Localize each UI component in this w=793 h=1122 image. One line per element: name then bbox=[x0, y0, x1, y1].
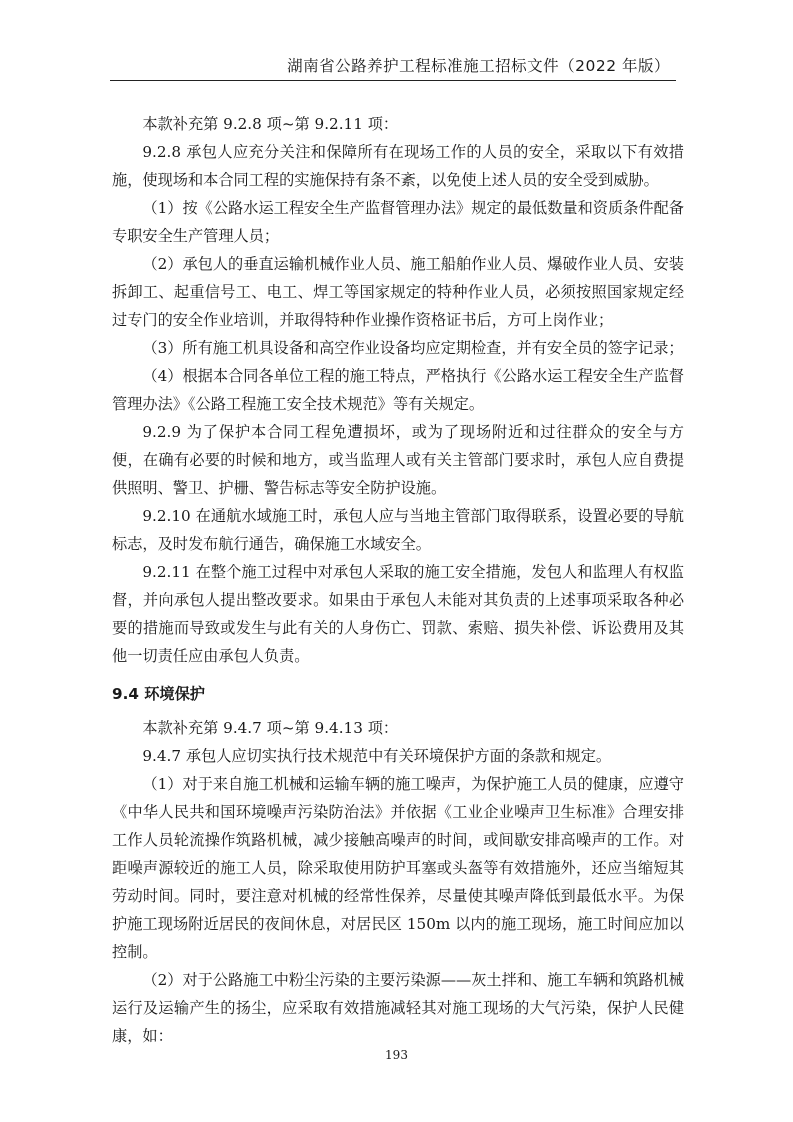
paragraph-9-4-7-item-1: （1）对于来自施工机械和运输车辆的施工噪声，为保护施工人员的健康，应遵守《中华人民共和国环境噪声污染防治法》并依据《工业企业噪声卫生标准》合理安排工作人员轮流操作筑路机械，减少接触高噪声的时间，或间歇安排高噪声的工作。对距噪声源较近的施工人员，除采取使用防护耳塞或头盔等有效措施外，还应当缩短其劳动时间。同时，要注意对机械的经常性保养，尽量使其噪声降低到最低水平。为保护施工现场附近居民的夜间休息，对居民区 150m 以内的施工现场，施工时间应加以控制。 bbox=[112, 775, 684, 961]
section-heading-9-4: 9.4 环境保护 bbox=[112, 685, 205, 703]
paragraph-9-2-8-item-1: （1）按《公路水运工程安全生产监督管理办法》规定的最低数量和资质条件配备专职安全生产管理人员； bbox=[112, 199, 684, 245]
paragraph-9-2-8-item-3: （3）所有施工机具设备和高空作业设备均应定期检查，并有安全员的签字记录； bbox=[142, 339, 684, 357]
paragraph-intro-9-2: 本款补充第 9.2.8 项~第 9.2.11 项： bbox=[142, 115, 399, 133]
paragraph-9-2-8-item-4: （4）根据本合同各单位工程的施工特点，严格执行《公路水运工程安全生产监督管理办法》《公路工程施工安全技术规范》等有关规定。 bbox=[112, 367, 684, 413]
paragraph-9-2-10: 9.2.10 在通航水域施工时，承包人应与当地主管部门取得联系，设置必要的导航标志，及时发布航行通告，确保施工水域安全。 bbox=[112, 507, 684, 553]
page-header bbox=[110, 52, 676, 81]
page-number: 193 bbox=[385, 1048, 408, 1062]
paragraph-9-2-8: 9.2.8 承包人应充分关注和保障所有在现场工作的人员的安全，采取以下有效措施，使现场和本合同工程的实施保持有条不紊，以免使上述人员的安全受到威胁。 bbox=[112, 143, 684, 189]
paragraph-9-4-7-item-2: （2）对于公路施工中粉尘污染的主要污染源——灰土拌和、施工车辆和筑路机械运行及运输产生的扬尘，应采取有效措施减轻其对施工现场的大气污染，保护人民健康，如： bbox=[112, 971, 684, 1045]
paragraph-9-2-11: 9.2.11 在整个施工过程中对承包人采取的施工安全措施，发包人和监理人有权监督，并向承包人提出整改要求。如果由于承包人未能对其负责的上述事项采取各种必要的措施而导致或发生与此有关的人身伤亡、罚款、索赔、损失补偿、诉讼费用及其他一切责任应由承包人负责。 bbox=[112, 563, 684, 665]
header-title: 湖南省公路养护工程标准施工招标文件（2022 年版） bbox=[287, 57, 670, 75]
document-body bbox=[112, 110, 684, 1050]
paragraph-9-2-9: 9.2.9 为了保护本合同工程免遭损坏，或为了现场附近和过往群众的安全与方便，在确有必要的时候和地方，或当监理人或有关主管部门要求时，承包人应自费提供照明、警卫、护栅、警告标志等安全防护设施。 bbox=[112, 423, 684, 497]
paragraph-9-4-7: 9.4.7 承包人应切实执行技术规范中有关环境保护方面的条款和规定。 bbox=[142, 747, 612, 765]
paragraph-intro-9-4: 本款补充第 9.4.7 项~第 9.4.13 项： bbox=[142, 719, 399, 737]
paragraph-9-2-8-item-2: （2）承包人的垂直运输机械作业人员、施工船舶作业人员、爆破作业人员、安装拆卸工、起重信号工、电工、焊工等国家规定的特种作业人员，必须按照国家规定经过专门的安全作业培训，并取得特种作业操作资格证书后，方可上岗作业； bbox=[112, 255, 684, 329]
